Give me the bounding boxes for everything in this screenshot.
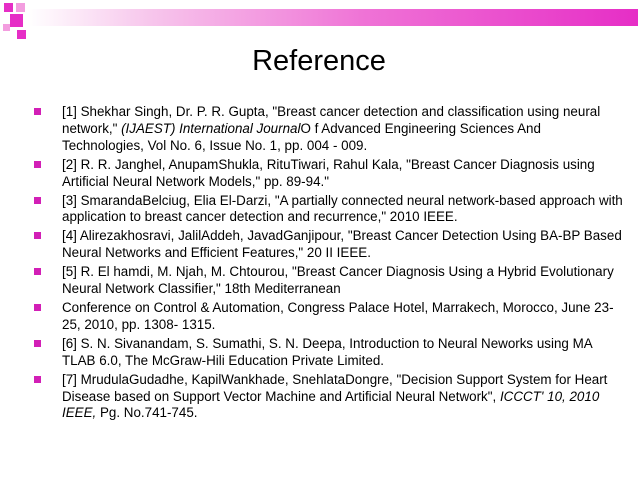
reference-text-tail: Pg. No.741-745. <box>96 405 198 421</box>
decor-square <box>10 14 23 27</box>
reference-item <box>34 228 624 262</box>
bullet-square-icon <box>34 197 41 204</box>
decor-square <box>16 3 25 12</box>
bullet-square-icon <box>34 340 41 347</box>
bullet-square-icon <box>34 161 41 168</box>
decor-square <box>17 30 26 39</box>
bullet-square-icon <box>34 376 41 383</box>
reference-item <box>34 193 624 227</box>
reference-text: [6] S. N. Sivanandam, S. Sumathi, S. N. Deepa, Introduction to Neural Neworks using MA TLAB 6.0, The McGraw-Hili Education Private Limited. <box>62 335 592 368</box>
reference-italic-text: ICCCT' 10, 2010 IEEE, <box>62 388 600 421</box>
reference-list <box>34 104 624 424</box>
reference-text: [1] Shekhar Singh, Dr. P. R. Gupta, "Breast cancer detection and classification using neural network," <box>62 104 601 136</box>
reference-text: [2] R. R. Janghel, AnupamShukla, RituTiwari, Rahul Kala, "Breast Cancer Diagnosis using Artificial Neural Network Models," pp. 89-94." <box>62 156 595 189</box>
reference-text: [5] R. El hamdi, M. Njah, M. Chtourou, "Breast Cancer Diagnosis Using a Hybrid Evolutionary Neural Network Classifier," 18th Mediterranean <box>62 264 614 297</box>
reference-text-tail: O f Advanced Engineering Sciences And Technologies, Vol No. 6, Issue No. 1, pp. 004 - 009. <box>62 120 541 153</box>
reference-item <box>34 264 624 298</box>
reference-text: [7] MrudulaGudadhe, KapilWankhade, SnehlataDongre, "Decision Support System for Heart Disease based on Support Vector Machine and Artificial Neural Network", <box>62 371 608 404</box>
bullet-square-icon <box>34 268 41 275</box>
reference-italic-text: (IJAEST) International Journal <box>121 120 301 136</box>
reference-item <box>34 300 624 334</box>
reference-text: Conference on Control & Automation, Congress Palace Hotel, Marrakech, Morocco, June 23-25, 2010, pp. 1308- 1315. <box>62 299 614 332</box>
reference-item <box>34 336 624 370</box>
header-gradient-bar <box>28 9 638 26</box>
reference-text: [3] SmarandaBelciug, Elia El-Darzi, "A partially connected neural network-based approach with application to breast cancer detection and recurrence," 2010 IEEE. <box>62 192 623 225</box>
reference-item <box>34 372 624 423</box>
reference-item <box>34 104 624 155</box>
bullet-square-icon <box>34 108 41 115</box>
decor-square <box>4 3 13 12</box>
slide-title: Reference <box>252 45 386 77</box>
decor-square <box>3 24 10 31</box>
reference-item <box>34 157 624 191</box>
reference-text: [4] Alirezakhosravi, JalilAddeh, JavadGanjipour, "Breast Cancer Detection Using BA-BP Based Neural Networks and Efficient Features," 20 II IEEE. <box>62 228 622 261</box>
bullet-square-icon <box>34 304 41 311</box>
bullet-square-icon <box>34 232 41 239</box>
